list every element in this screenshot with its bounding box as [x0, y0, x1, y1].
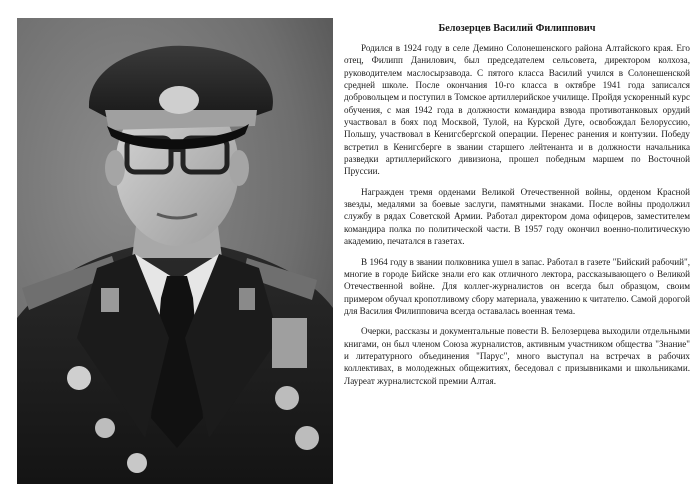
- collar-insignia-right: [239, 288, 255, 310]
- bio-paragraph: Очерки, рассказы и документальные повести В. Белозерцева выходили отдельными книгами, он был членом Союза журналистов, активным участником общества "Знание" и литературного объединения "Парус", много выступал на встречах в рабочих коллективах, в молодежных общежитиях, беседовал с призывниками и школьниками. Лауреат журналистской премии Алтая.: [344, 326, 690, 386]
- portrait-illustration: [17, 18, 333, 484]
- medal: [127, 453, 147, 473]
- medal-ribbons: [272, 318, 307, 368]
- bio-paragraph: Родился в 1924 году в селе Демино Солонешенского района Алтайского края. Его отец, Филипп Данилович, был председателем сельсовета, директором колхоза, руководителем маслосырзавода. С пятого класса Василий учился в Солонешенской средней школе. После окончания 10-го класса в октябре 1941 года записался добровольцем и поступил в Томское артиллерийское училище. Пройдя ускоренный курс обучения, с мая 1942 года в должности командира взвода противотанковых орудий участвовал в боях под Москвой, Тулой, на Курской Дуге, освобождал Белоруссию, Польшу, участвовал в Кенигсбергской операции. Перенес ранения и контузии. Победу встретил в Кенигсберге в звании старшего лейтенанта и в должности начальника разведки артиллерийского дивизиона, прошел победным маршем по Восточной Пруссии.: [344, 43, 690, 177]
- collar-insignia-left: [101, 288, 119, 312]
- medal: [95, 418, 115, 438]
- portrait-photo: [17, 18, 333, 484]
- ear-right: [229, 150, 249, 186]
- medal: [275, 386, 299, 410]
- cap-badge: [159, 86, 199, 114]
- medal: [295, 426, 319, 450]
- bio-paragraph: Награжден тремя орденами Великой Отечественной войны, орденом Красной звезды, медалями за боевые заслуги, памятными знаками. После войны продолжил службу в рядах Советской Армии. Работал директором дома офицеров, заместителем командира полка по политической части. В 1957 году окончил военно-политическую академию, печатался в газетах.: [344, 186, 690, 247]
- bio-title: Белозерцев Василий Филиппович: [438, 23, 596, 34]
- ear-left: [105, 150, 125, 186]
- medal: [67, 366, 91, 390]
- biography-text: [344, 22, 690, 395]
- bio-paragraph: В 1964 году в звании полковника ушел в запас. Работал в газете "Бийский рабочий", многие в городе Бийске знали его как отличного лектора, рассказывающего о Великой Отечественной войне. Для коллег-журналистов он всегда был образцом, своим примером обучал кропотливому сбору материала, уважению к читателю. Самой дорогой для Василия Филипповича всегда оставалась военная тема.: [344, 256, 690, 316]
